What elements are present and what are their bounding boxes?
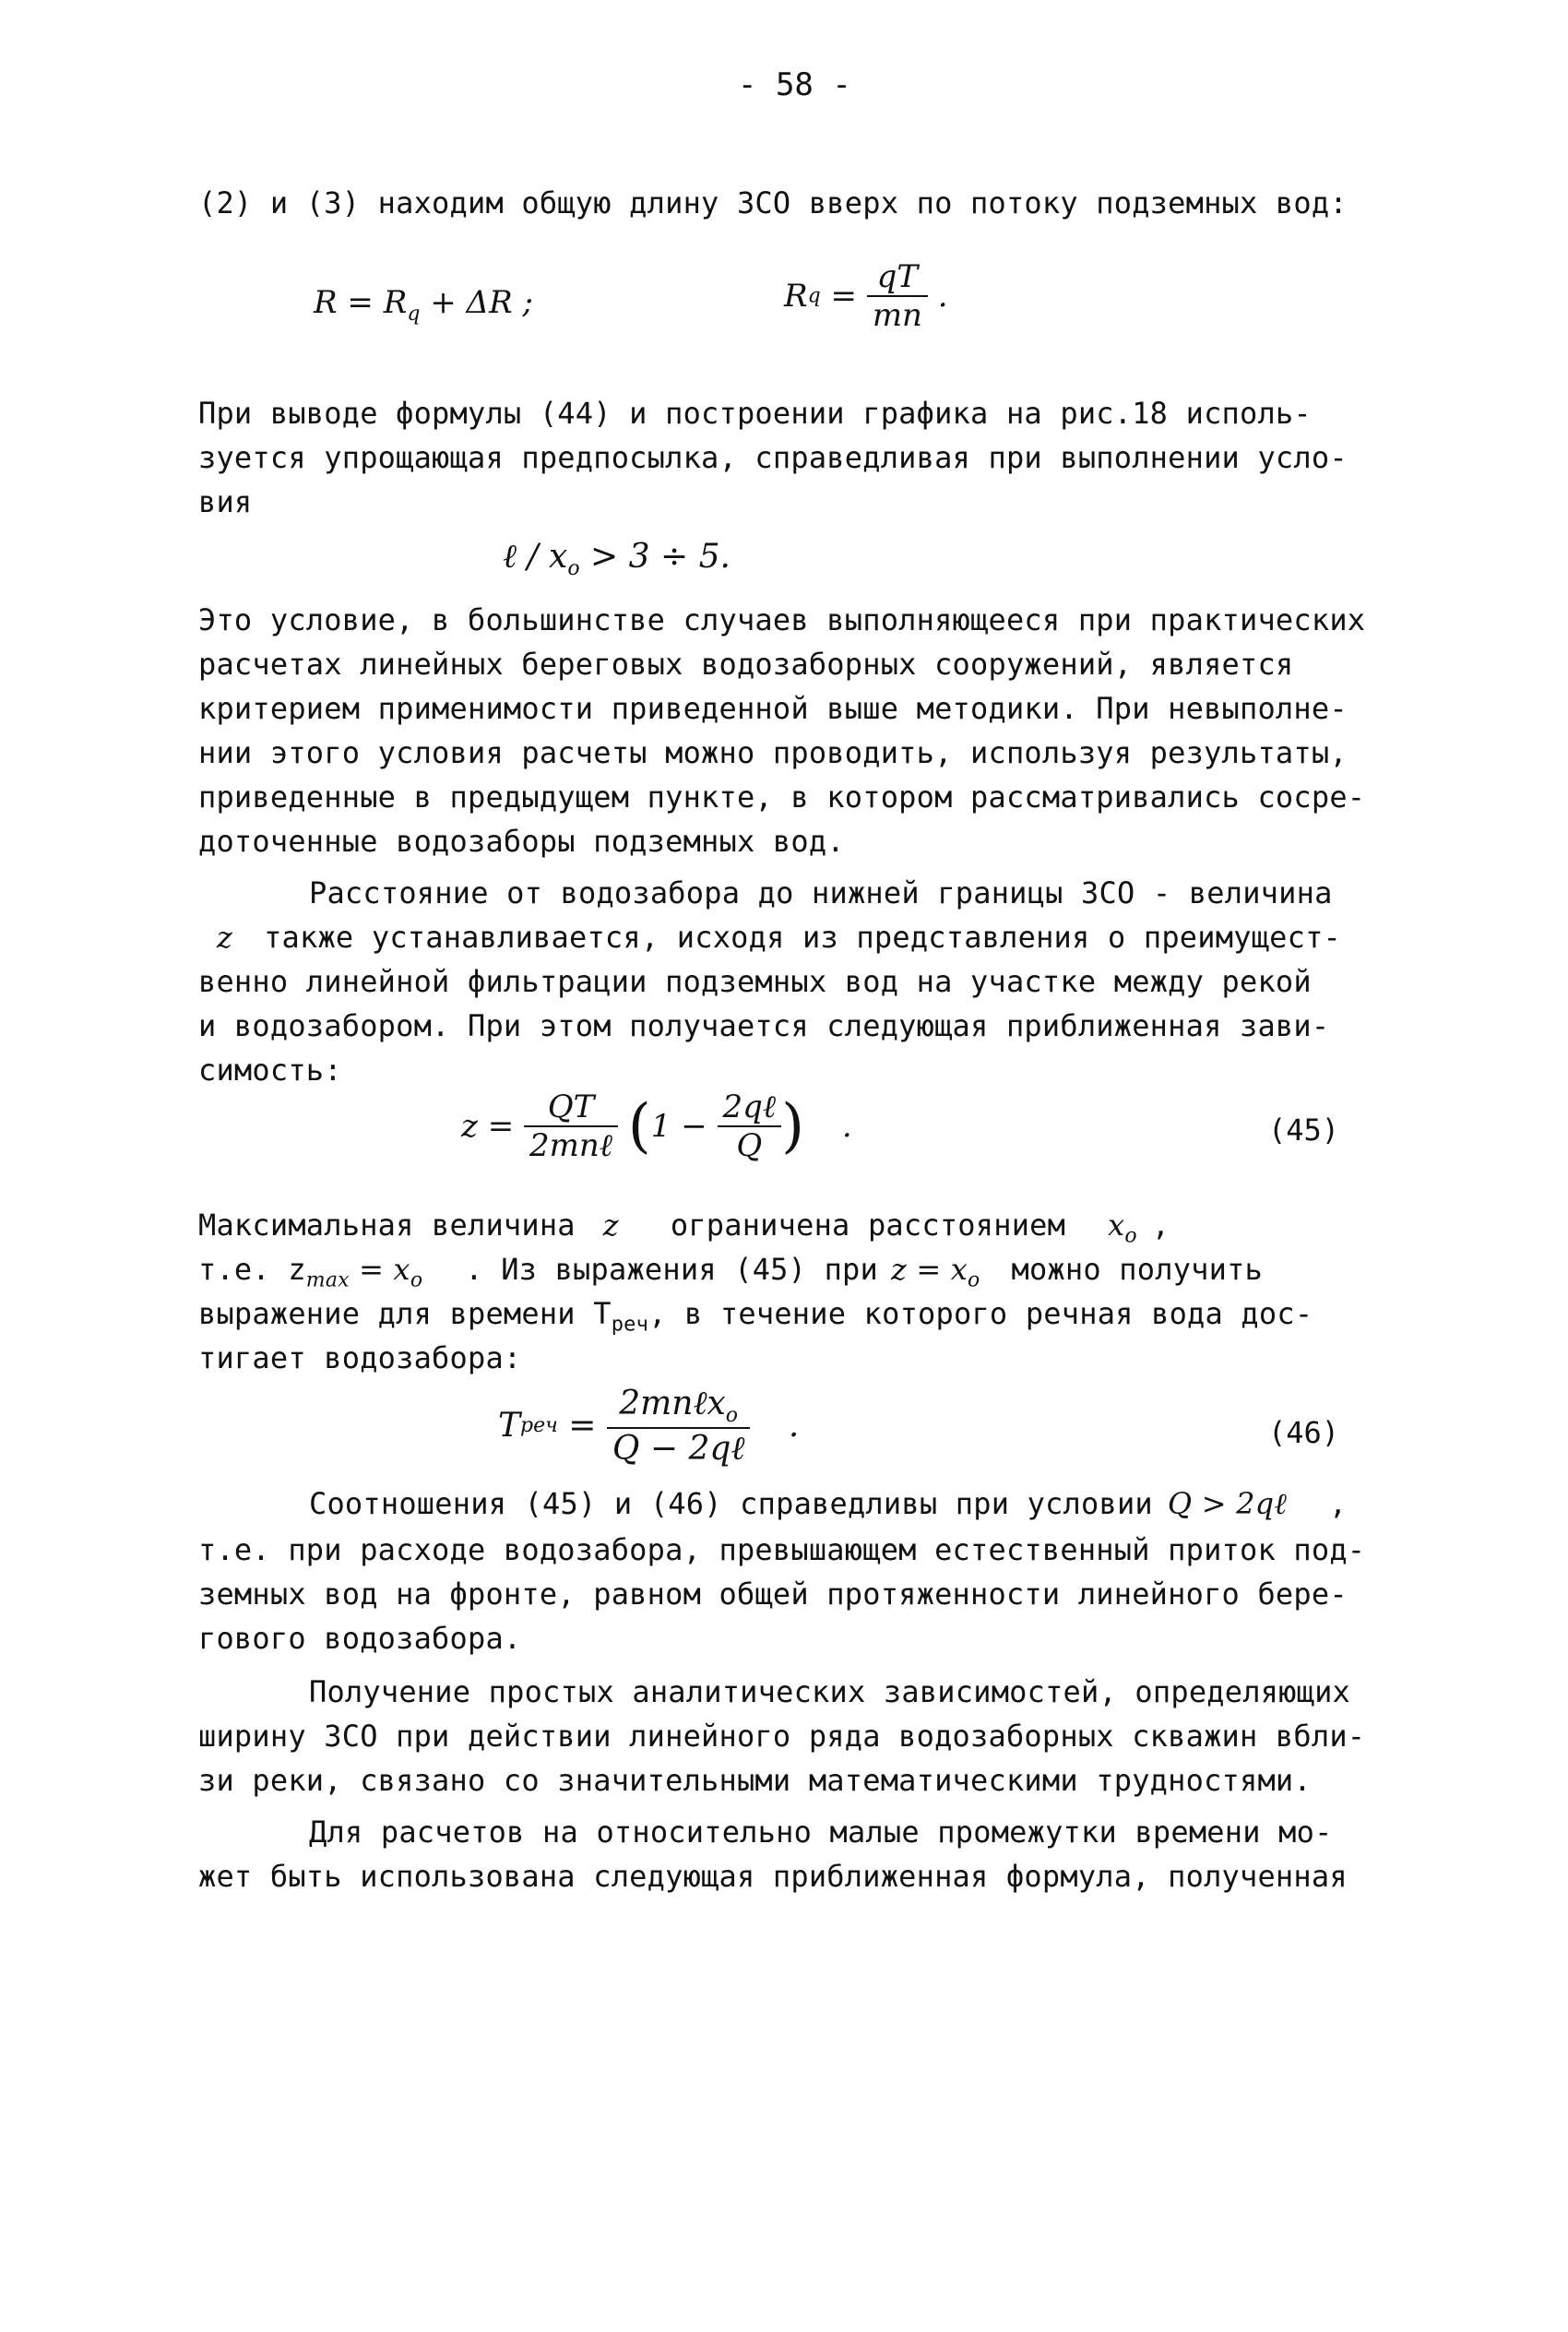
text-line: При выводе формулы (44) и построении графика на рис.18 исполь- (198, 396, 1312, 431)
text-line: Для расчетов на относительно малые промежутки времени мо- (309, 1814, 1333, 1850)
text-line: гового водозабора. (198, 1621, 522, 1656)
equation-number-45: (45) (1268, 1112, 1340, 1148)
text-line: ширину ЗСО при действии линейного ряда водозаборных скважин вбли- (198, 1719, 1366, 1754)
text-line: расчетах линейных береговых водозаборных сооружений, является (198, 647, 1294, 682)
text-line: (2) и (3) находим общую длину ЗСО вверх по потоку подземных вод: (198, 185, 1348, 220)
condition-formula: ℓ / $x_o > 3 \div 5$. (503, 538, 731, 581)
text-line: зи реки, связано со значительными математическими трудностями. (198, 1763, 1312, 1798)
text-line: тигает водозабора: (198, 1340, 522, 1375)
text-line: венно линейной фильтрации подземных вод на участке между рекой (198, 964, 1312, 999)
formula-46: Tреч = $\frac{2mn\ell x_o}{\text{Q − 2qℓ}}$ . (498, 1385, 800, 1469)
equation-number-46: (46) (1268, 1415, 1340, 1450)
text-line: вия (198, 484, 253, 519)
text-line: Расстояние от водозабора до нижней границы ЗСО - величина (309, 875, 1333, 910)
text-line: симость: (198, 1053, 342, 1088)
formula-45: z = $\frac{QT}{\text{2mnℓ}}$ (1 − $\frac{\text{2qℓ}}{Q}$ ) . (461, 1089, 852, 1164)
text-line: Соотношения (45) и (46) справедливы при условии Q > 2qℓ , (309, 1486, 1348, 1521)
text-line: доточенные водозаборы подземных вод. (198, 824, 845, 859)
text-line: приведенные в предыдущем пункте, в котором рассматривались сосре- (198, 779, 1366, 815)
text-line: и водозабором. При этом получается следующая приближенная зави- (198, 1008, 1330, 1043)
text-line: Получение простых аналитических зависимостей, определяющих (309, 1674, 1351, 1709)
page-number: - 58 - (738, 66, 851, 103)
text-line: Максимальная величина z ограничена расстоянием $x_o$ , (198, 1208, 1170, 1248)
text-line: Это условие, в большинстве случаев выполняющееся при практических (198, 602, 1366, 637)
text-line: жет быть использована следующая приближенная формула, полученная (198, 1859, 1348, 1894)
formula-rq: Rq = $\frac{qT}{mn}$ . (784, 258, 948, 334)
text-line: т.е. $z_{max} = x_o$ . Из выражения (45) при $z = x_o$ можно получить (198, 1252, 1264, 1292)
formula-r-total: $R = R_q + \Delta R$ ; (314, 284, 533, 326)
text-line: земных вод на фронте, равном общей протяженности линейного бере- (198, 1576, 1348, 1612)
text-line: выражение для времени $T_{реч}$, в течение которого речная вода дос- (198, 1296, 1313, 1337)
text-line: т.е. при расходе водозабора, превышающем естественный приток под- (198, 1532, 1366, 1567)
text-line: z также устанавливается, исходя из представления о преимущест- (217, 920, 1341, 955)
text-line: нии этого условия расчеты можно проводить, используя результаты, (198, 735, 1348, 770)
text-line: критерием применимости приведенной выше методики. При невыполне- (198, 691, 1348, 726)
text-line: зуется упрощающая предпосылка, справедливая при выполнении усло- (198, 440, 1348, 475)
